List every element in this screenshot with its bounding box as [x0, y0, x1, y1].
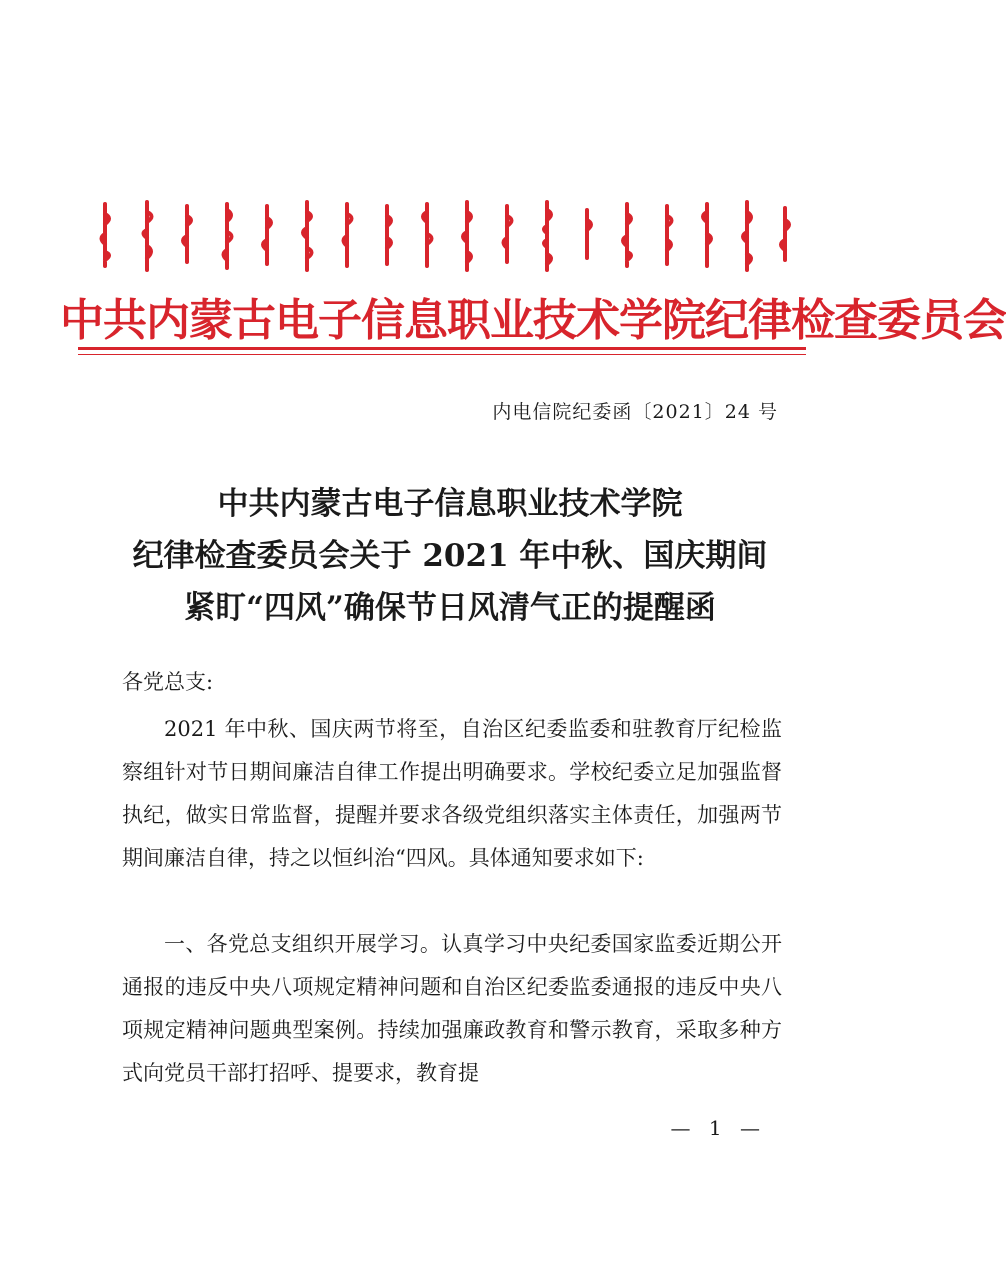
- salutation: 各党总支:: [122, 670, 214, 694]
- title-line-2: 纪律检查委员会关于 2021 年中秋、国庆期间: [132, 538, 768, 574]
- body-paragraph-2: 一、各党总支组织开展学习。认真学习中央纪委国家监委近期公开通报的违反中央八项规定精神问题和自治区纪委监委通报的违反中央八项规定精神问题典型案例。持续加强廉政教育和警示教育，采取多种方式向党员干部打招呼、提要求，教育提: [122, 932, 782, 1085]
- title-line-3: 紧盯“四风”确保节日风清气正的提醒函: [184, 590, 716, 626]
- document-number: 内电信院纪委函〔2021〕24 号: [492, 401, 778, 423]
- page-number: — 1 —: [670, 1116, 766, 1140]
- org-letterhead-title: 中共内蒙古电子信息职业技术学院纪律检查委员会: [60, 295, 1006, 346]
- body-paragraph-1: 2021 年中秋、国庆两节将至，自治区纪委监委和驻教育厅纪检监察组针对节日期间廉洁自律工作提出明确要求。学校纪委立足加强监督执纪，做实日常监督，提醒并要求各级党组织落实主体责任，加强两节期间廉洁自律，持之以恒纠治“四风。具体通知要求如下:: [122, 717, 782, 870]
- title-line-1: 中共内蒙古电子信息职业技术学院: [217, 486, 683, 522]
- letterhead-divider-thin: [78, 354, 806, 355]
- letterhead-divider-thick: [78, 347, 806, 350]
- mongolian-script-logo: [95, 200, 795, 272]
- document-title: [60, 478, 840, 634]
